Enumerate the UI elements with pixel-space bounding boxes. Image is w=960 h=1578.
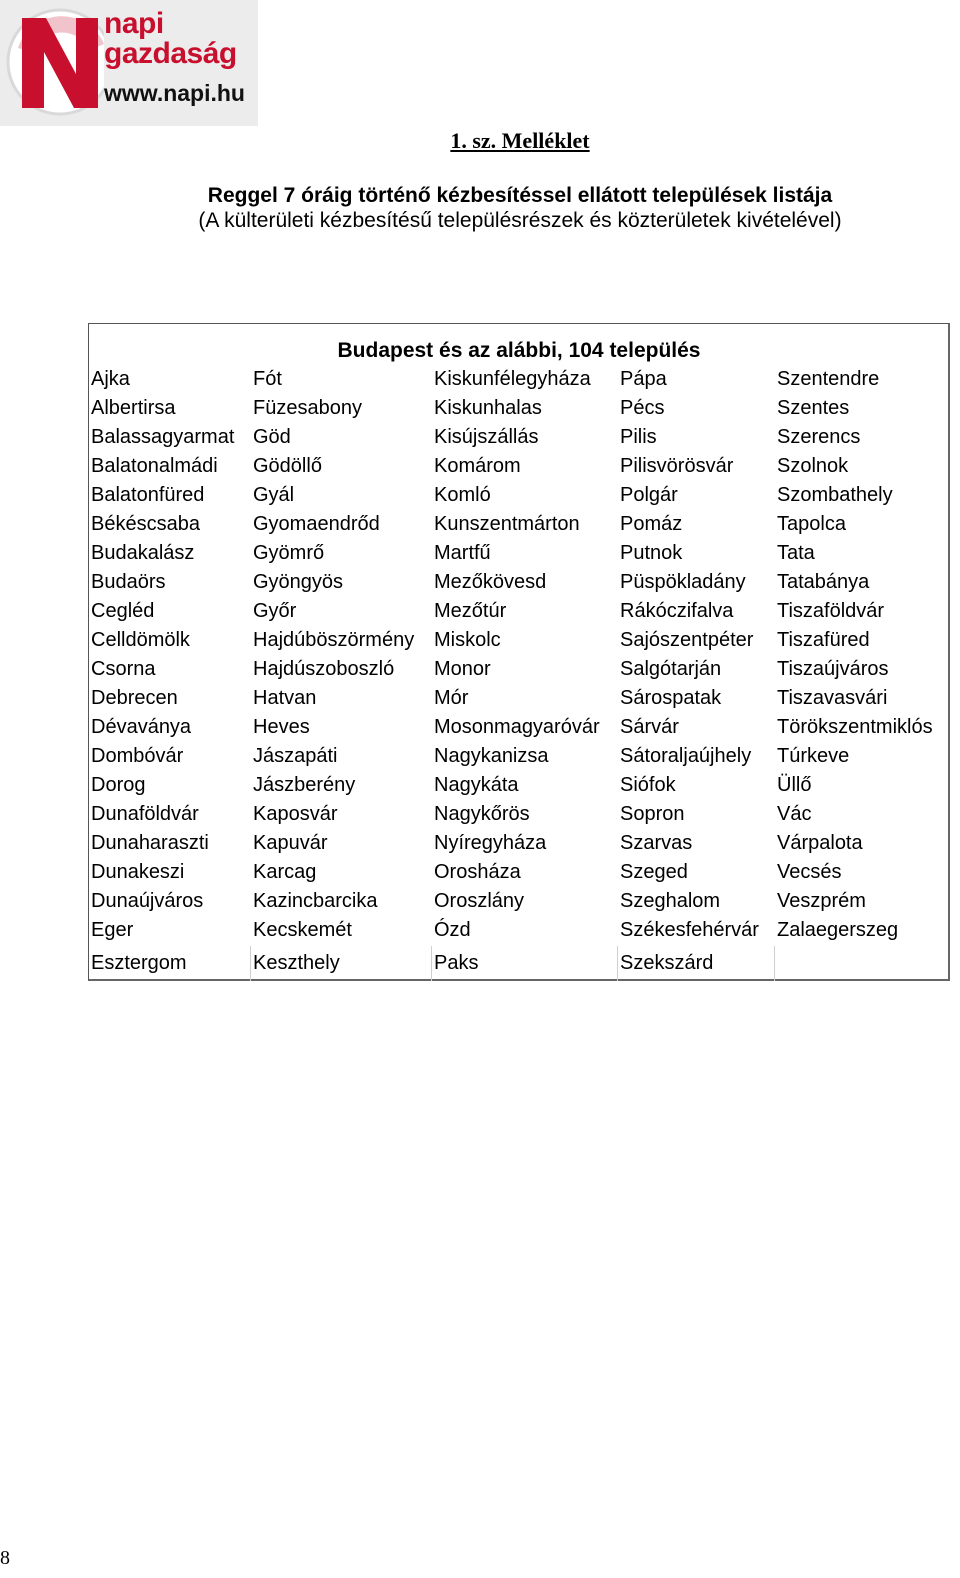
settlement-cell: Dunakeszi xyxy=(91,861,185,883)
settlement-cell: Szeged xyxy=(620,861,688,883)
settlement-cell: Polgár xyxy=(620,484,678,506)
settlement-cell: Kazincbarcika xyxy=(253,890,378,912)
settlement-cell: Dunaharaszti xyxy=(91,832,209,854)
settlement-cell: Gödöllő xyxy=(253,455,322,477)
settlement-cell: Oroszlány xyxy=(434,890,525,912)
settlement-cell: Nagykőrös xyxy=(434,803,530,825)
settlement-cell: Eger xyxy=(91,919,134,941)
settlement-cell: Heves xyxy=(253,716,310,738)
settlement-cell: Göd xyxy=(253,426,291,448)
settlement-cell: Fót xyxy=(253,368,282,390)
settlement-cell: Ózd xyxy=(434,919,471,941)
settlement-cell: Siófok xyxy=(620,774,676,796)
settlement-cell: Kaposvár xyxy=(253,803,338,825)
settlement-cell: Tiszavasvári xyxy=(777,687,888,709)
settlement-cell: Orosháza xyxy=(434,861,521,883)
settlement-cell: Mór xyxy=(434,687,469,709)
settlement-cell: Komló xyxy=(434,484,491,506)
settlement-cell: Zalaegerszeg xyxy=(777,919,899,941)
settlement-cell: Gyömrő xyxy=(253,542,325,564)
settlement-cell: Tiszafüred xyxy=(777,629,870,651)
settlement-cell: Kiskunhalas xyxy=(434,397,542,419)
settlement-cell: Ajka xyxy=(91,368,130,390)
settlement-cell: Szombathely xyxy=(777,484,893,506)
settlement-cell: Hajdúböszörmény xyxy=(253,629,415,651)
settlement-cell: Kapuvár xyxy=(253,832,328,854)
settlement-cell: Vecsés xyxy=(777,861,842,883)
settlement-cell: Martfű xyxy=(434,542,491,564)
settlement-cell: Pilis xyxy=(620,426,657,448)
settlement-cell: Dorog xyxy=(91,774,146,796)
settlement-cell: Tiszaföldvár xyxy=(777,600,885,622)
settlement-cell: Pécs xyxy=(620,397,665,419)
logo-url: www.napi.hu xyxy=(104,80,245,106)
settlement-cell: Esztergom xyxy=(91,952,187,974)
settlement-cell: Budaörs xyxy=(91,571,166,593)
settlement-cell: Jászapáti xyxy=(253,745,338,767)
settlement-cell: Monor xyxy=(434,658,491,680)
settlement-cell: Karcag xyxy=(253,861,317,883)
settlement-cell: Sárospatak xyxy=(620,687,722,709)
settlement-cell: Székesfehérvár xyxy=(620,919,759,941)
settlement-cell: Rákóczifalva xyxy=(620,600,734,622)
settlement-cell: Tatabánya xyxy=(777,571,870,593)
settlement-cell: Szerencs xyxy=(777,426,861,448)
settlement-cell: Győr xyxy=(253,600,297,622)
settlement-cell: Gyál xyxy=(253,484,295,506)
settlement-cell: Cegléd xyxy=(91,600,155,622)
settlement-cell: Pilisvörösvár xyxy=(620,455,734,477)
settlement-cell: Pápa xyxy=(620,368,667,390)
settlement-cell: Nyíregyháza xyxy=(434,832,547,854)
settlement-cell: Komárom xyxy=(434,455,521,477)
settlement-cell: Dombóvár xyxy=(91,745,184,767)
settlement-cell: Kecskemét xyxy=(253,919,352,941)
settlement-cell: Dunaföldvár xyxy=(91,803,199,825)
settlement-cell: Dévaványa xyxy=(91,716,192,738)
settlement-cell: Törökszentmiklós xyxy=(777,716,933,738)
settlement-cell: Békéscsaba xyxy=(91,513,200,535)
settlement-cell: Gyomaendrőd xyxy=(253,513,380,535)
logo-n-emblem-icon xyxy=(4,4,104,122)
settlement-cell: Püspökladány xyxy=(620,571,746,593)
settlement-cell: Szentes xyxy=(777,397,850,419)
settlement-cell: Tata xyxy=(777,542,815,564)
settlement-cell: Szolnok xyxy=(777,455,849,477)
settlement-cell: Balatonfüred xyxy=(91,484,205,506)
settlement-cell: Csorna xyxy=(91,658,156,680)
settlement-cell: Miskolc xyxy=(434,629,501,651)
settlement-cell: Kisújszállás xyxy=(434,426,539,448)
settlement-cell: Tiszaújváros xyxy=(777,658,889,680)
settlement-cell: Jászberény xyxy=(253,774,356,796)
settlement-cell: Putnok xyxy=(620,542,683,564)
settlement-cell: Nagykáta xyxy=(434,774,519,796)
page-number: 8 xyxy=(0,1547,10,1569)
document-subtitle: (A külterületi kézbesítésű településrészek és közterületek kivételével) xyxy=(198,209,842,232)
settlements-table-header: Budapest és az alábbi, 104 település xyxy=(337,339,701,362)
settlement-cell: Sajószentpéter xyxy=(620,629,754,651)
settlement-cell: Kiskunfélegyháza xyxy=(434,368,591,390)
settlement-cell: Balassagyarmat xyxy=(91,426,235,448)
settlement-cell: Várpalota xyxy=(777,832,863,854)
settlement-cell: Mosonmagyaróvár xyxy=(434,716,600,738)
settlement-cell: Dunaújváros xyxy=(91,890,204,912)
settlement-cell: Balatonalmádi xyxy=(91,455,218,477)
logo-text-napi: napi xyxy=(104,7,164,40)
settlement-cell: Pomáz xyxy=(620,513,683,535)
settlement-cell: Szeghalom xyxy=(620,890,721,912)
settlement-cell: Debrecen xyxy=(91,687,178,709)
settlement-cell: Salgótarján xyxy=(620,658,722,680)
annex-heading: 1. sz. Melléklet xyxy=(450,128,590,153)
settlement-cell: Gyöngyös xyxy=(253,571,344,593)
settlement-cell: Keszthely xyxy=(253,952,340,974)
settlement-cell: Túrkeve xyxy=(777,745,850,767)
settlement-cell: Mezőkövesd xyxy=(434,571,547,593)
settlement-cell: Veszprém xyxy=(777,890,866,912)
settlement-cell: Hajdúszoboszló xyxy=(253,658,395,680)
settlement-cell: Sopron xyxy=(620,803,685,825)
settlement-cell: Szekszárd xyxy=(620,952,714,974)
settlement-cell: Tapolca xyxy=(777,513,846,535)
settlement-cell: Szarvas xyxy=(620,832,693,854)
settlement-cell: Sátoraljaújhely xyxy=(620,745,752,767)
settlement-cell: Nagykanizsa xyxy=(434,745,549,767)
settlement-cell: Szentendre xyxy=(777,368,880,390)
settlement-cell: Mezőtúr xyxy=(434,600,507,622)
settlement-cell: Albertirsa xyxy=(91,397,176,419)
settlement-cell: Hatvan xyxy=(253,687,317,709)
settlement-cell: Budakalász xyxy=(91,542,195,564)
settlement-cell: Sárvár xyxy=(620,716,679,738)
logo-text-gazdasag: gazdaság xyxy=(104,37,237,70)
settlement-cell: Üllő xyxy=(777,774,812,796)
settlement-cell: Kunszentmárton xyxy=(434,513,580,535)
napi-gazdasag-logo xyxy=(0,0,258,126)
settlement-cell: Vác xyxy=(777,803,812,825)
settlement-cell: Celldömölk xyxy=(91,629,190,651)
document-title: Reggel 7 óráig történő kézbesítéssel ellátott települések listája xyxy=(207,184,833,207)
settlement-cell: Füzesabony xyxy=(253,397,362,419)
settlements-grid xyxy=(90,365,952,974)
settlement-cell xyxy=(776,945,952,974)
settlement-cell: Paks xyxy=(434,952,479,974)
